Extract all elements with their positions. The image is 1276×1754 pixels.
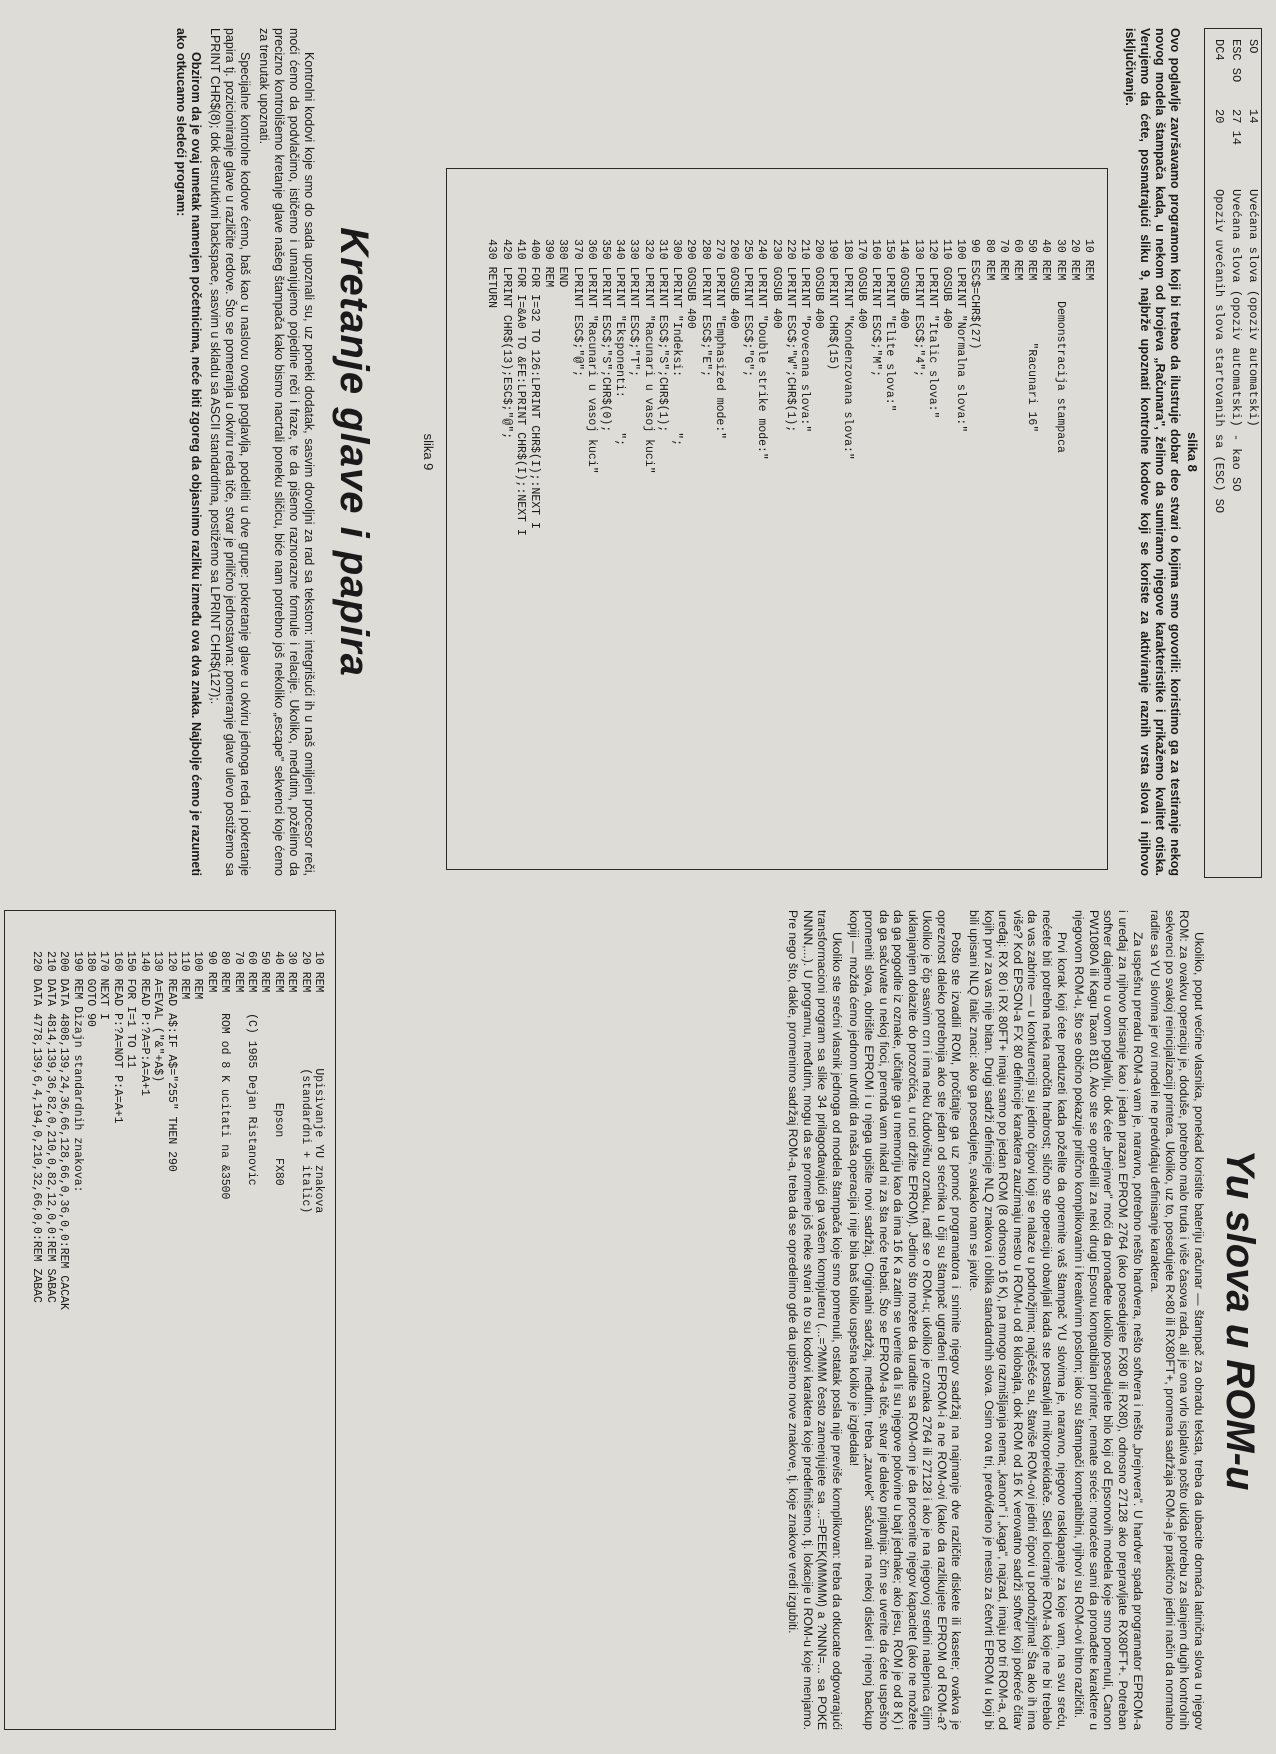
- code: ESC SO: [1229, 39, 1243, 83]
- article-paragraph: Ukoliko, poput većine vlasnika, ponekad koristite bateriju računar — štampač za obradu teksta, treba da ubacite domaća latinična slova u njegov ROM: za ovakvu operaciju je, doduše, potrebno malo truda i više časova rada, ali je ona vrlo isplativa pošto ukida potrebu za slanjem dugih kontrolnih sekvenci po svakoj reinicijalizaciji printera. Ukoliko, uz to, posedujete R×80 ili RX80FT+, promena sadržaja ROM-a je praktično jedini način da normalno radite sa YU slovima jer ovi modeli ne predviđaju definisanje karaktera.: [1148, 910, 1206, 1730]
- left-column: [0, 28, 1276, 878]
- article-paragraph: Za uspešnu preradu ROM-a vam je, naravno, potrebno nešto hardvera, nešto softvera i nešto „brejnvera". U hardver spada programator EPROM-a i uređaj za njihovo brisanje kao i jedan prazan EPROM 2764 (ako posedujete FX80 ili RX80), odnosno 27128 ako prepravljate RX80FT+. Potreban softver dajemo u ovom poglavlju, dok ćete „brejnver" moći da pronađete ukoliko posedujete bilo koji od Epsonovih modela koje smo pomenuli, Canon PW1080A ili Kagu Taxan 810. Ako ste se opredelili za neki drugi Epsonu kompatibilan printer, nemate sreće: moraćete sami da pronađete karaktere u njegovom ROM-u, što se obično pokazuje prilično komplikovanim i kreativnim poslom; iako su štampači kompatibilni, njihovi su ROM-ovi bitno različiti.: [1072, 910, 1145, 1730]
- figure-8-caption: slika 8: [1185, 432, 1200, 472]
- control-code-row: [1244, 29, 1261, 877]
- control-codes-table: [1204, 28, 1262, 878]
- listing-code: 10 REM 20 REM 30 REM Demonstracija stampaca 40 REM 50 REM "Racunari 16" 60 REM 70 REM 80 REM 90 ESC$=CHR$(27) 100 LPRINT "Normalna slova:" 110 GOSUB 400 120 LPRINT "Italic slova:" 130 LPRINT ESC$;"4"; 140 GOSUB 400 150 LPRINT "Elite slova:" 160 LPRINT ESC$;"M"; 170 GOSUB 400 180 LPRINT "Kondenzovana slova:" 190 LPRINT CHR$(15) 200 GOSUB 400 210 LPRINT "Povecana slova:" 220 LPRINT ESC$;"W";CHR$(1); 230 GOSUB 400 240 LPRINT "Double strike mode:" 250 LPRINT ESC$;"G"; 260 GOSUB 400 270 LPRINT "Emphasized mode:" 280 LPRINT ESC$;"E"; 290 GOSUB 400 300 LPRINT "Indeksi: "; 310 LPRINT ESC$;"S";CHR$(1); 320 LPRINT "Racunari u vasoj kuci" 330 LPRINT ESC$;"T"; 340 LPRINT "Eksponenti: "; 350 LPRINT ESC$;"S";CHR$(0); 360 LPRINT "Racunari u vasoj kuci" 370 LPRINT ESC$;"@"; 380 END 390 REM 400 FOR I=32 TO 126:LPRINT CHR$(I);:NEXT I 410 FOR I=&A0 TO &FE:LPRINT CHR$(I);:NEXT I 420 LPRINT CHR$(13);ESC$;"@"; 430 RETURN: [485, 239, 1095, 536]
- code: SO: [1246, 39, 1260, 54]
- figure-9-caption: slika 9: [421, 433, 436, 471]
- article-paragraph: Kontrolni kodovi koje smo do sada upoznali su, uz poneki dodatak, sasvim dovoljni za rad sa tekstom: integrišući ih u naš omiljeni procesor reči, moći ćemo da podvlačimo, ističemo i umanjujemo pojedine reči i fraze, te da pišemo raznorazne formule i relacije. Ukoliko, međutim, poželimo da precizno kontrolišemo kretanje glave našeg štampača kako bismo nacrtali poneku sličicu, biće nam potrebno još nekoliko „escape" sekvenci koje ćemo za trenutak upoznati.: [257, 28, 316, 876]
- decimal: 14: [1246, 109, 1260, 124]
- code: DC4: [1212, 39, 1226, 61]
- decimal: 20: [1212, 109, 1226, 124]
- program-listing-yu-rom: [4, 910, 336, 1730]
- section-title-head-paper: Kretanje glave i papira: [332, 227, 376, 677]
- description: Uvećana slova (opoziv automatski): [1246, 189, 1260, 427]
- control-code-row: [1210, 29, 1227, 877]
- control-code-row: [1227, 29, 1244, 877]
- intro-paragraph: Ovo poglavlje završavamo programom koji bi trebao da ilustruje dobar deo stvari o kojima smo govorili: koristimo ga za testiranje nekog novog modela štampača kada, u nekom od brojeva „Računara", želimo da sumiramo njegove karakteristike i prikažemo kvalitet otiska. Verujemo da ćete, posmatrajući sliku 9, najbrže upoznati kontrolne kodove koji se koriste za aktiviranje raznih vrsta slova i njihovo isključivanje.: [1123, 28, 1182, 876]
- program-listing-figure-9: [446, 168, 1108, 870]
- description: Opoziv uvećanih slova startovanih sa (ESC) SO: [1212, 189, 1226, 514]
- article-paragraph: Prvi korak koji ćete preduzeti kada poželite da opremite vaš štampač YU slovima je, naravno, njegovo rasklapanje za koje vam, na svu sreću, nećete biti potrebna neka naročita hrabrost; slično ste operaciju obavljali kada ste postavljali mikroprekidače. Sledi lociranje ROM-a koje ne bi trebalo da vas zabrine — u konkurenciji su jedino čipovi koji se nalaze u podnožjima; najčešće su, štaviše ROM-ovi jedini čipovi u podnožjima! Šta ako ih ima više? Kod EPSON-a FX 80 definicije karaktera zauzimaju mesto u ROM-u od 8 kilobajta, dok ROM od 16 K verovatno sadrži softver koji pokreće čitav uređaj: RX 80 i RX 80FT+ imaju samo po jedan ROM (8 odnosno 16 K), pa mnogo razmišljanja nema; „kanon" i „kaga", najzad, imaju po tri ROM-a, od kojih prvi za vas nije bitan. Drugi sadrži definicije NLQ znakova i oblika standardnih slova. Osim ova tri, predviđeno je mesto za četvrti EPROM u koji bi bili upisani NLQ italic znaci: ako ga posedujete, svakako nam se javite.: [967, 910, 1069, 1730]
- article-paragraph: Ukoliko ste srećni vlasnik jednoga od modela štampača koje smo pomenuli, ostatak posla nije previše komplikovan: treba da otkucate odgovarajući transformacioni program sa slike 34 prilagođavajući ga vašem kompjuteru (...=?MMM često zamenjujete sa ...=PEEK(MMMM) a ?NNN=... sa POKE NNNN,...). U programu, međutim, mogu da se promene još neke stvari a to su kodovi karaktera koje predefinišemo, tj. lokacije u ROM-u koje menjamo. Pre nego što, dakle, promenimo sadržaj ROM-a, treba da se opredelimo gde da upišemo nove znakove, tj. koje znakove vredi izgubiti.: [785, 910, 844, 1730]
- article-paragraph: Obzirom da je ovaj umetak namenjen početnicima, neće biti zgoreg da objasnimo razliku između ova dva znaka. Najbolje ćemo je razumeti ako otkucamo sledeći program:: [174, 28, 203, 876]
- left-article-body: [169, 28, 316, 876]
- listing-code: 10 REM Upisivanje YU znakova 20 REM (standardni + italic) 30 REM 40 REM Epson FX80 50 REM 60 REM (C) 1985 Dejan Ristanovic 70 REM 80 REM ROM od 8 K ucitati na &3500 90 REM 100 REM 110 REM 120 READ A$:IF A$="255" THEN 290 130 A=EVAL ("&"+A$) 140 READ P:?A=P:A=A+1 150 FOR I=1 TO 11 160 READ P:?A=NOT P:A=A+1 170 NEXT I 180 GOTO 90 190 REM Dizajn standardnih znakova: 200 DATA 4808,139,24,36,66,128,66,0,36,0,0:REM CACAK 210 DATA 4814,139,36,82,0,210,0,82,12,0,0:REM SABAC 220 DATA 4778,139,6,4,194,0,210,32,66,0,0:REM ZABAC: [30, 951, 325, 1310]
- right-article-body: [782, 910, 1206, 1730]
- section-title-yu-rom: Yu slova u ROM-u: [1218, 1149, 1262, 1491]
- decimal: 27 14: [1229, 109, 1243, 146]
- right-column: [0, 910, 1276, 1730]
- description: Uvećana slova (opoziv automatski) - kao SO: [1229, 189, 1243, 492]
- article-paragraph: Specijalne kontrolne kodove ćemo, baš kao u naslovu ovoga poglavlja, podeliti u dve grupe: pokretanje glave u okviru jednoga reda i pokretanje papira tj. pozicioniranje glave u različite redove. Što se pomeranja u okviru reda tiče, stvar je prilično jednostavna: pomeranje glave ulevo postižemo sa LPRINT CHR$(8); dok destruktivni backspace, sasvim u skladu sa ASCII standardima, postižemo sa LPRINT CHR$(127);.: [208, 28, 252, 876]
- article-paragraph: Pošto ste izvadili ROM, pročitajte ga uz pomoć programatora i snimite njegov sadržaj na najmanje dve različite diskete ili kasete; ovakva je opreznost daleko potrebnija ako ste jedan od srećnika u čiji su štampač ugrađeni EPROM-i a ne ROM-ovi (kako da razlikujete EPROM od ROM-a? Ukoliko je čip sasvim crn i ima neku čudovišnu oznaku, radi se o ROM-u; ukoliko je oznaka 2764 ili 27128 i ako je na njegovoj sredini nalepnica čijim uklanjanjem dolazite do prozorčića, u ruci držite EPROM). Jedino što možete da uradite sa ROM-om je da procenite njegov kapacitet (ako ne možete da ga pogodite iz oznake, učitajte ga u memoriju kao da ima 16 K a zatim se uverite da li su njegove polovine u bajt jednake; ako jesu, ROM je od 8 K) i da ga sačuvate u nekoj fioci, premda vam nikad ni za šta neće trebati. Što se EPROM-a tiče, stvar je daleko prijatnija: čim se uverite da ćete uspešno promeniti slova, obrišite EPROM i u njega upišite novi sadržaj. Originalni sadržaj, međutim, treba „zauvek" sačuvati na nekoj disketi i njenoj backup kopiji — možda ćemo jednom utvrditi da naša operacija i nije bila baš toliko uspešna koliko je izgledala!: [847, 910, 964, 1730]
